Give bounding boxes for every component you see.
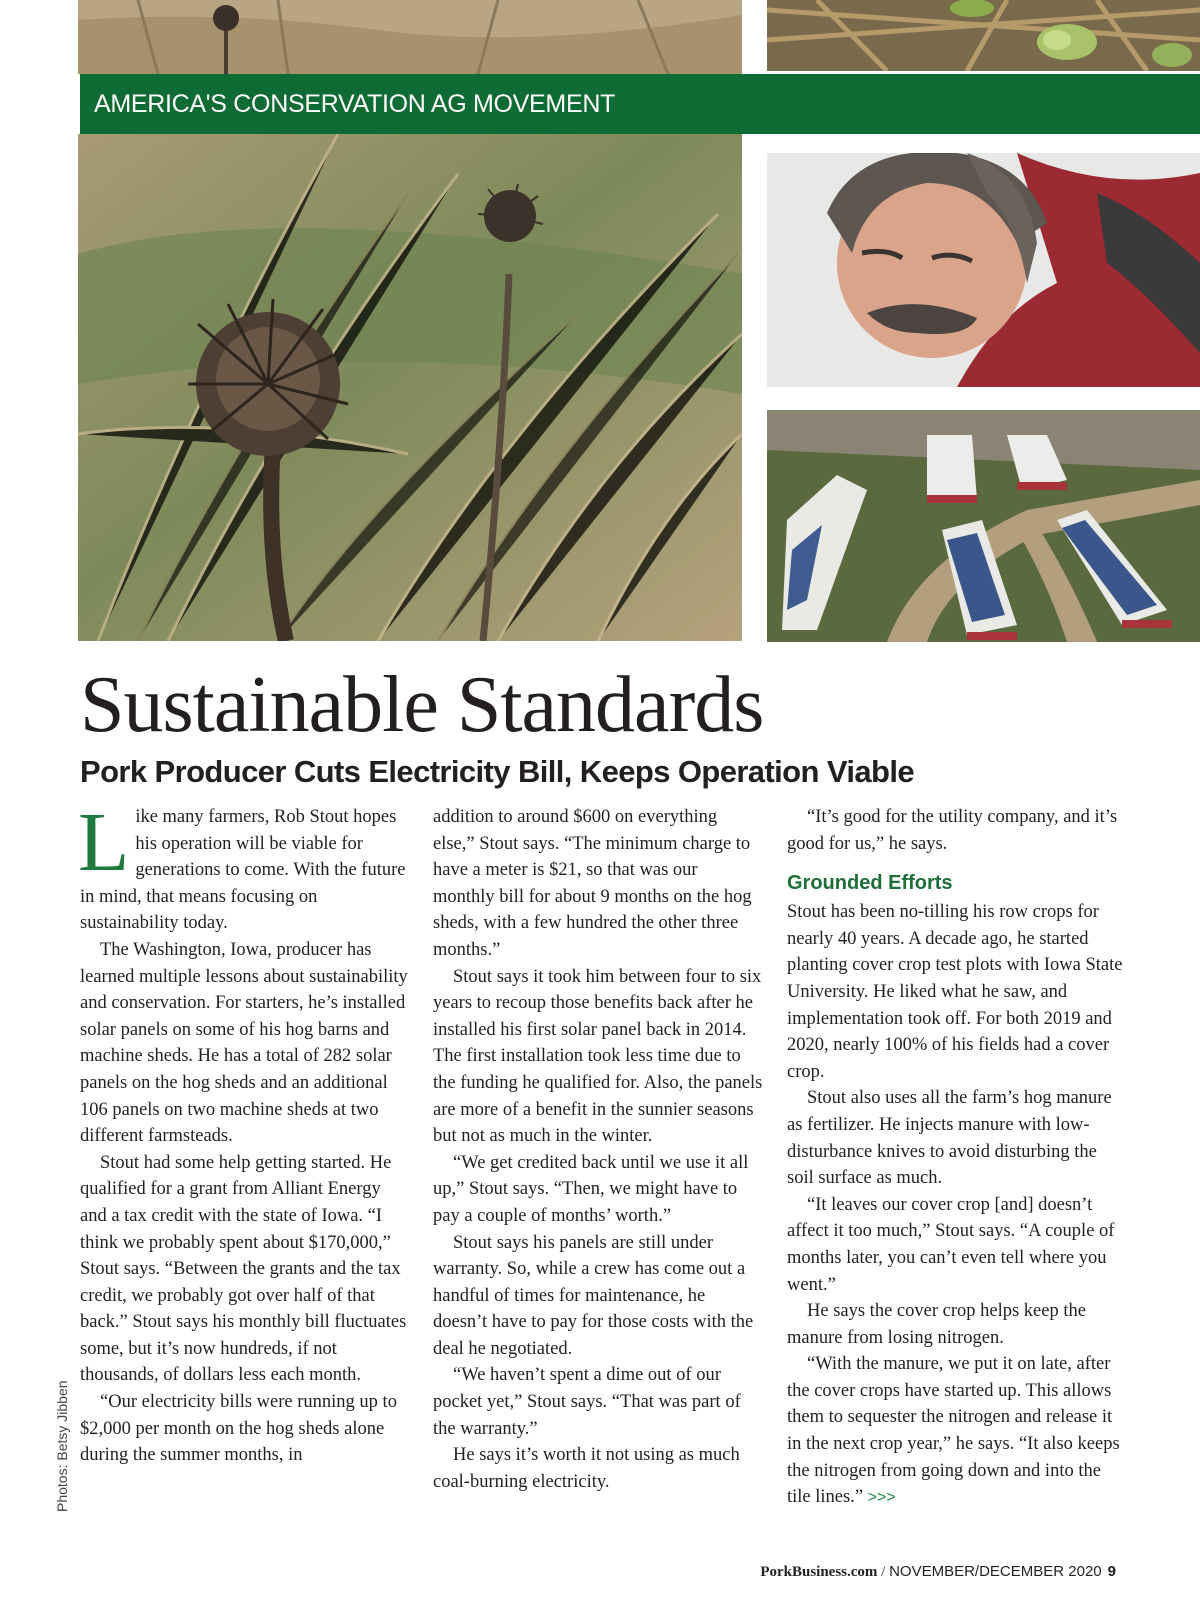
coneflower-photo xyxy=(78,134,742,641)
paragraph: Stout had some help getting started. He qualified for a grant from Alliant Energy and a tax credit with the state of Iowa. “I think we probably spent about $170,000,” Stout says. “Between the grants and the tax credit, we probably got over half of that back.” Stout says his monthly bill fluctuates some, but it’s now hundreds, if not thousands, of dollars less each month. xyxy=(80,1152,407,1386)
seedling-photo-top xyxy=(767,0,1200,71)
paragraph: addition to around $600 on everything else,” Stout says. “The minimum charge to have a meter is $21, so that was our monthly bill for about 9 months on the hog sheds, with a few hundred the other three months.” xyxy=(433,807,752,960)
paragraph: Like many farmers, Rob Stout hopes his operation will be viable for generations to come. With the future in mind, that means focusing on sustainability today. xyxy=(78,796,406,934)
article-title: Sustainable Standards xyxy=(80,661,764,749)
coneflower-photo-top xyxy=(78,0,742,74)
paragraph: Stout says his panels are still under warranty. So, while a crew has come out a handful of times for maintenance, he doesn’t have to pay for those costs with the deal he negotiated. xyxy=(433,1232,754,1359)
aerial-barns-photo xyxy=(767,410,1200,642)
page-number: 9 xyxy=(1107,1563,1116,1580)
paragraph: “With the manure, we put it on late, after the cover crops have started up. This allows them to sequester the nitrogen and release it in the next crop year,” he says. “It also keeps the nitrogen from going down and into the tile lines.” >>> xyxy=(787,1354,1120,1508)
footer-issue: NOVEMBER/DECEMBER 2020 xyxy=(889,1563,1102,1580)
section-heading: Grounded Efforts xyxy=(787,872,953,895)
continue-marker: >>> xyxy=(867,1489,896,1507)
paragraph: He says the cover crop helps keep the manure from losing nitrogen. xyxy=(787,1301,1086,1348)
paragraph: Stout has been no-tilling his row crops for nearly 40 years. A decade ago, he started planting cover crop test plots with Iowa State University. He liked what he saw, and implementation took off. For both 2019 and 2020, nearly 100% of his fields had a cover crop. xyxy=(787,902,1123,1082)
photo-credit: Photos: Betsy Jibben xyxy=(54,1380,70,1512)
article-subtitle: Pork Producer Cuts Electricity Bill, Keeps Operation Viable xyxy=(80,754,915,789)
article-column-3 xyxy=(787,804,1127,1512)
paragraph: Stout says it took him between four to six years to recoup those benefits back after he installed his first solar panel back in 2014. The first installation took less time due to the funding he qualified for. Also, the panels are more of a benefit in the sunnier seasons but not as much in the winter. xyxy=(433,966,763,1147)
footer-separator: / xyxy=(877,1564,890,1580)
page-footer xyxy=(760,1563,1116,1581)
paragraph: The Washington, Iowa, producer has learned multiple lessons about sustainability and conservation. For starters, he’s installed solar panels on some of his hog barns and machine sheds. He has a total of 282 solar panels on the hog sheds and an additional 106 panels on two machine sheds at two different farmsteads. xyxy=(80,939,408,1147)
paragraph: “It leaves our cover crop [and] doesn’t affect it too much,” Stout says. “A couple of months later, you can’t even tell where you went.” xyxy=(787,1194,1115,1295)
article-column-2 xyxy=(433,804,763,1495)
paragraph: “We get credited back until we use it all up,” Stout says. “Then, we might have to pay a couple of months’ worth.” xyxy=(433,1152,749,1226)
paragraph: He says it’s worth it not using as much coal-burning electricity. xyxy=(433,1445,740,1492)
drop-cap: L xyxy=(78,796,130,889)
paragraph: “We haven’t spent a dime out of our pocket yet,” Stout says. “That was part of the warranty.” xyxy=(433,1365,741,1439)
footer-site: PorkBusiness.com xyxy=(760,1564,878,1580)
article-column-1 xyxy=(78,796,410,1469)
paragraph: “It’s good for the utility company, and it’s good for us,” he says. xyxy=(787,807,1118,854)
paragraph: Stout also uses all the farm’s hog manure as fertilizer. He injects manure with low-disturbance knives to avoid disturbing the soil surface as much. xyxy=(787,1088,1112,1189)
paragraph: “Our electricity bills were running up to $2,000 per month on the hog sheds alone during the summer months, in xyxy=(80,1392,397,1466)
section-banner: AMERICA'S CONSERVATION AG MOVEMENT xyxy=(80,74,1200,134)
farmer-portrait-photo xyxy=(767,153,1200,387)
